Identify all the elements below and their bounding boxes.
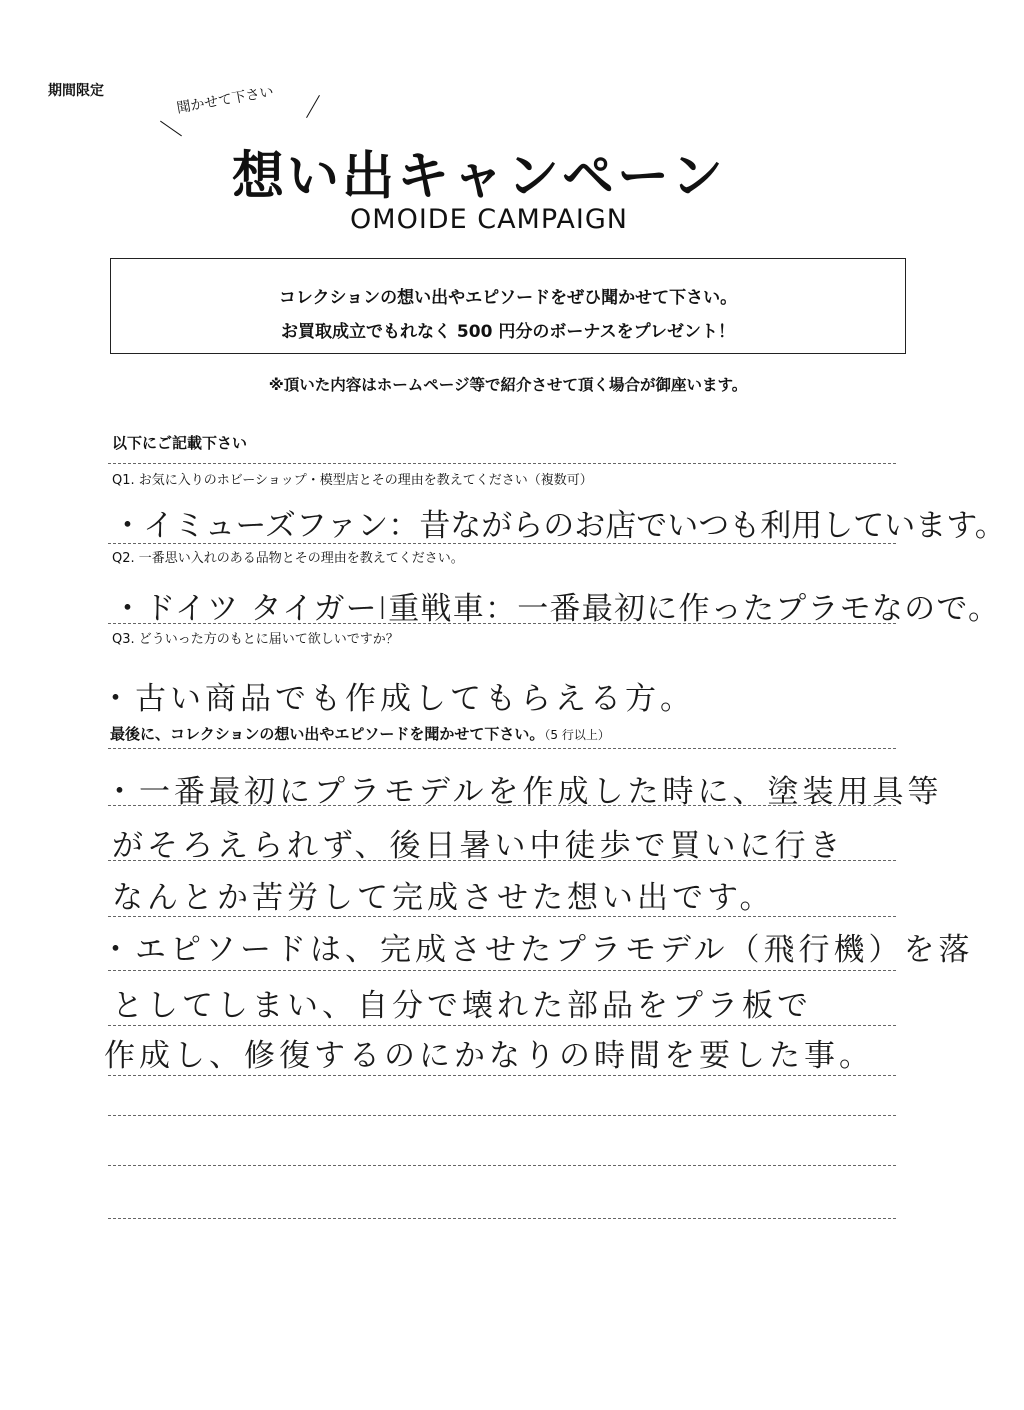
subcatch-slash-right <box>306 95 320 118</box>
closing-question-label <box>110 723 610 744</box>
info-box-line-1: コレクションの想い出やエピソードをぜひ聞かせて下さい。 <box>278 288 738 308</box>
limited-time-label: 期間限定 <box>48 83 104 99</box>
answer-line <box>108 860 896 861</box>
question-2-label: Q2. 一番思い入れのある品物とその理由を教えてください。 <box>112 551 464 566</box>
closing-question-hint: （5 行以上） <box>544 728 610 742</box>
question-3-answer: ・古い商品でも作成してもらえる方。 <box>100 681 695 717</box>
answer-line <box>108 1025 896 1026</box>
section-title: 以下にご記載下さい <box>112 434 248 452</box>
question-2-answer: ・ドイツ タイガーⅠ重戦車：一番最初に作ったプラモなので。 <box>112 591 1001 627</box>
answer-line <box>108 623 896 624</box>
closing-answer-line-1: ・一番最初にプラモデルを作成した時に、塗装用具等 <box>104 774 943 810</box>
closing-answer-line-4: ・エピソードは、完成させたプラモデル（飛行機）を落 <box>100 932 974 968</box>
answer-line <box>108 1165 896 1166</box>
answer-line <box>108 916 896 917</box>
answer-line <box>108 1218 896 1219</box>
subcatch-text: 聞かせて下さい <box>175 83 275 117</box>
answer-line <box>108 1115 896 1116</box>
answer-line <box>108 543 896 544</box>
answer-line <box>108 805 896 806</box>
answer-line <box>108 748 896 749</box>
question-1-label: Q1. お気に入りのホビーショップ・模型店とその理由を教えてください（複数可） <box>112 473 593 488</box>
answer-line <box>108 1075 896 1076</box>
campaign-title-english: OMOIDE CAMPAIGN <box>350 204 628 235</box>
question-3-label: Q3. どういった方のもとに届いて欲しいですか？ <box>112 632 399 647</box>
subcatch-slash-left <box>160 121 182 137</box>
closing-question-text: 最後に、コレクションの想い出やエピソードを聞かせて下さい。 <box>110 725 545 743</box>
divider-line <box>108 463 896 464</box>
answer-line <box>108 970 896 971</box>
closing-answer-line-6: 作成し、修復するのにかなりの時間を要した事。 <box>104 1038 874 1074</box>
closing-answer-line-5: としてしまい、自分で壊れた部品をプラ板で <box>112 988 812 1024</box>
closing-answer-line-3: なんとか苦労して完成させた想い出です。 <box>112 880 775 916</box>
campaign-title: 想い出キャンペーン <box>232 147 726 207</box>
closing-answer-line-2: がそろえられず、後日暑い中徒歩で買いに行き <box>112 828 845 864</box>
disclaimer-note: ※頂いた内容はホームページ等で紹介させて頂く場合が御座います。 <box>268 376 748 394</box>
info-box-line-2: お買取成立でもれなく 500 円分のボーナスをプレゼント！ <box>281 322 735 342</box>
question-1-answer: ・イミューズファン：昔ながらのお店でいつも利用しています。 <box>112 508 1006 544</box>
